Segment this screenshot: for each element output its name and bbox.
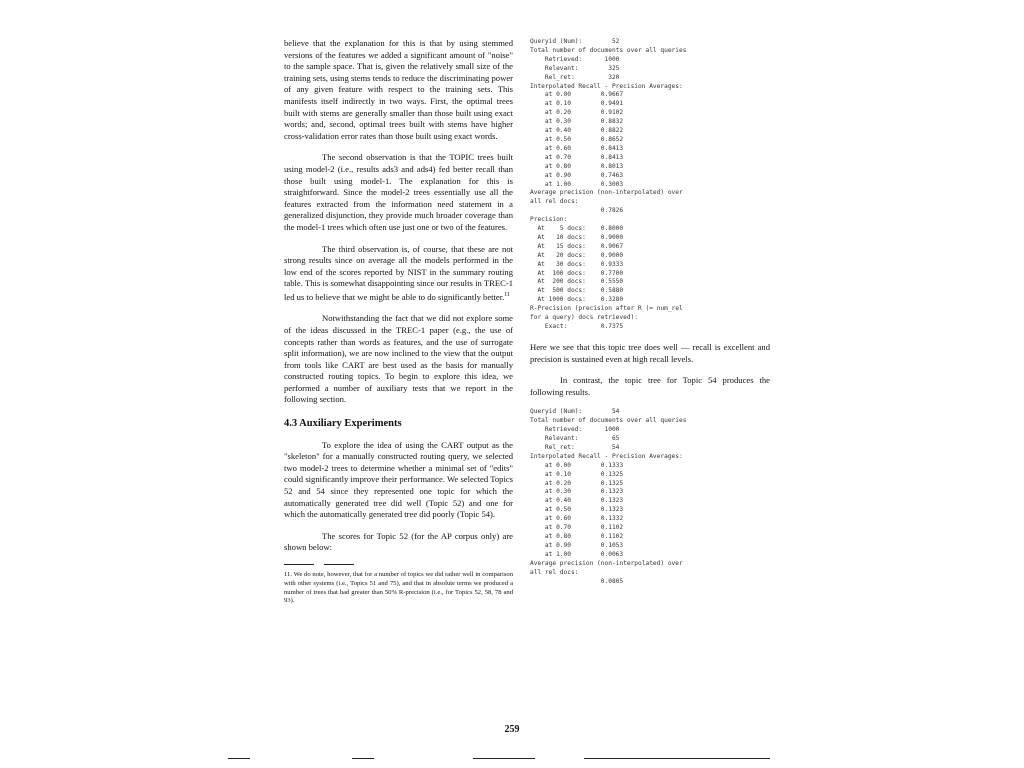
- paragraph: To explore the idea of using the CART output as the "skeleton" for a manually constructed routing query, we selected two model-2 trees to determine whether a minimal set of "edits" could significantly improve their performance. We selected Topics 52 and 54 since they represented one topic for which the automatically generated tree did well (Topic 52) and one for which the automatically generated tree did poorly (Topic 54).: [284, 439, 513, 520]
- footnote: 11. We do note, however, that for a number of topics we did rather well in comparison with other systems (i.e., Topics 51 and 75), and that in absolute terms we produced a number of trees that had greater than 50% R-precision (i.e., for Topics 52, 58, 78 and 93).: [284, 571, 513, 605]
- paragraph: The second observation is that the TOPIC trees built using model-2 (i.e., results ads3 and ads4) fed better recall than those built using model-1. The explanation for this is straightforward. Since the model-2 trees essentially use all the features extracted from the information need statement in a generalized disjunction, they provide much broader coverage than the model-1 trees which often use just one or two of the features.: [284, 152, 513, 232]
- paragraph: [284, 244, 513, 304]
- results-block-topic-52: Queryid (Num): 52 Total number of documents over all queries Retrieved: 1000 Relevant: 325 Rel_ret: 320 Interpolated Recall - Precision Averages: at 0.00 0.9667 at 0.10 0.9491 at 0.20 0.9102 at 0.30 0.8832 at 0.40 0.8822 at 0.50 0.8652 at 0.60 0.8413 at 0.70 0.8413 at 0.80 0.8013 at 0.90 0.7463 at 1.00 0.3003 Average precision (non-interpolated) over all rel docs: 0.7826 Precision: At 5 docs: 0.8000 At 10 docs: 0.9000 At 15 docs: 0.9067 At 20 docs: 0.9000 At 30 docs: 0.9333 At 100 docs: 0.7700 At 200 docs: 0.5550 At 500 docs: 0.5880 At 1000 docs: 0.3280 R-Precision (precision after R (= num_rel for a query) docs retrieved): Exact: 0.7375: [530, 38, 687, 330]
- footnote-marker: 11: [504, 291, 511, 298]
- page-number: 259: [504, 724, 520, 735]
- left-column: [284, 38, 513, 606]
- paragraph: In contrast, the topic tree for Topic 54 produces the following results.: [530, 375, 770, 397]
- paragraph: Here we see that this topic tree does well — recall is excellent and precision is sustained even at high recall levels.: [530, 341, 770, 364]
- paragraph-text: The third observation is, of course, that these are not strong results since on average all the models performed in the low end of the scores reported by NIST in the summary routing table. This is somewhat disappointing since our results in TREC-1 led us to believe that we might be able to do significantly better.: [284, 243, 513, 302]
- paragraph: The scores for Topic 52 (for the AP corpus only) are shown below:: [284, 530, 513, 553]
- bottom-rules: [0, 758, 1024, 762]
- results-block-topic-54: Queryid (Num): 54 Total number of documents over all queries Retrieved: 1000 Relevant: 65 Rel_ret: 54 Interpolated Recall - Precision Averages: at 0.00 0.1333 at 0.10 0.1325 at 0.20 0.1325 at 0.30 0.1323 at 0.40 0.1323 at 0.50 0.1323 at 0.60 0.1332 at 0.70 0.1102 at 0.80 0.1102 at 0.90 0.1053 at 1.00 0.0063 Average precision (non-interpolated) over all rel docs: 0.0805: [530, 408, 687, 585]
- footnote-rule: [284, 564, 513, 565]
- section-heading: 4.3 Auxiliary Experiments: [284, 418, 402, 430]
- paragraph: believe that the explanation for this is that by using stemmed versions of the features we added a significant amount of "noise" to the sample space. That is, given the relatively small size of the training sets, using stems tends to reduce the discriminating power of any given feature with respect to the training sets. This manifests itself indirectly in two ways. First, the optimal trees built with stems are generally smaller than those built using exact words; and, second, optimal trees built with stems have higher cross-validation error rates than those built using exact words.: [284, 38, 513, 141]
- right-column: [530, 38, 770, 586]
- paragraph: Notwithstanding the fact that we did not explore some of the ideas discussed in the TREC-1 paper (e.g., the use of concepts rather than words as features, and the use of surrogate split information), we are now inclined to the view that the output from tools like CART are best used as the basis for manually constructed routing topics. To begin to explore this idea, we performed a number of auxiliary tests that we report in the following section.: [284, 313, 513, 405]
